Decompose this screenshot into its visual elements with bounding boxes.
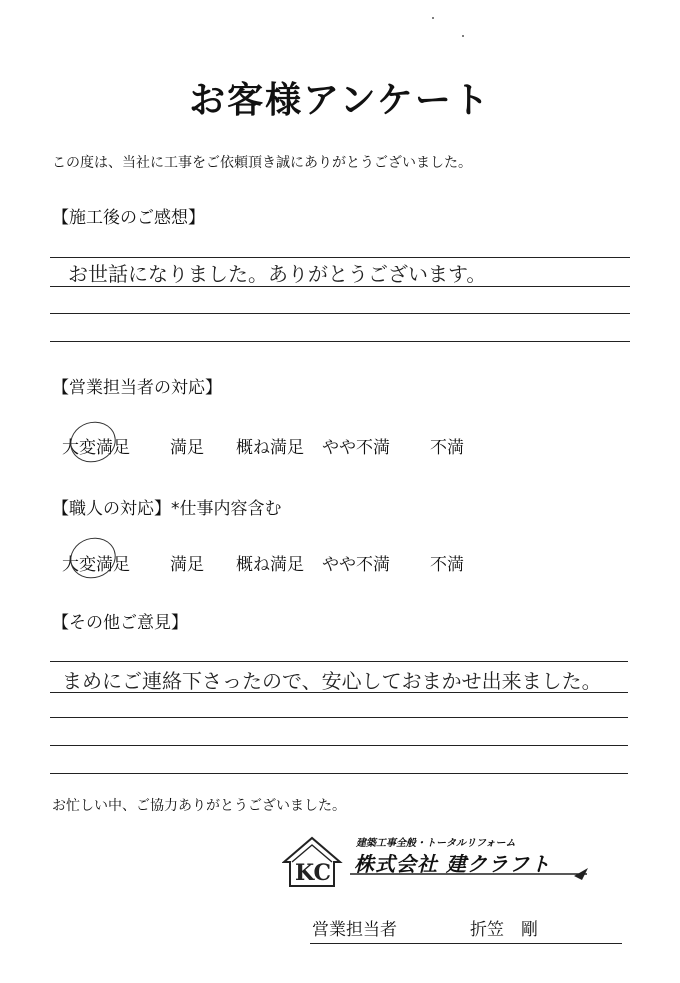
rating-option-very-satisfied[interactable]: 大変満足 bbox=[62, 438, 130, 458]
representative-underline bbox=[310, 943, 622, 944]
rating-option-mostly-satisfied[interactable]: 概ね満足 bbox=[236, 555, 304, 575]
selected-rating-circle bbox=[65, 416, 121, 468]
rating-option-very-satisfied[interactable]: 大変満足 bbox=[62, 555, 130, 575]
scan-speck bbox=[462, 35, 464, 37]
page-title: お客様アンケート bbox=[189, 80, 491, 121]
impressions-heading: 【施工後のご感想】 bbox=[52, 208, 205, 228]
answer-line bbox=[50, 661, 628, 662]
rating-option-dissatisfied[interactable]: 不満 bbox=[430, 438, 464, 458]
answer-line bbox=[50, 745, 628, 746]
rating-option-dissatisfied[interactable]: 不満 bbox=[430, 555, 464, 575]
craftsmen-heading: 【職人の対応】*仕事内容含む bbox=[52, 499, 282, 519]
representative-line bbox=[310, 915, 622, 945]
company-tagline: 建築工事全般・トータルリフォーム bbox=[356, 838, 516, 849]
other-comments-heading: 【その他ご意見】 bbox=[52, 613, 188, 633]
representative-name: 折笠 剛 bbox=[470, 920, 538, 940]
closing-text: お忙しい中、ご協力ありがとうございました。 bbox=[52, 798, 346, 814]
rating-option-somewhat-dissatisfied[interactable]: やや不満 bbox=[322, 438, 390, 458]
intro-text: この度は、当社に工事をご依頼頂き誠にありがとうございました。 bbox=[52, 155, 472, 171]
impressions-answer: お世話になりました。ありがとうございます。 bbox=[68, 262, 487, 286]
logo-letters: KC bbox=[295, 860, 332, 886]
rating-option-mostly-satisfied[interactable]: 概ね満足 bbox=[236, 438, 304, 458]
company-logo bbox=[282, 832, 592, 890]
other-comments-answer: まめにご連絡下さったので、安心しておまかせ出来ました。 bbox=[62, 669, 602, 693]
company-name: 株式会社 建クラフト bbox=[354, 852, 551, 876]
answer-line bbox=[50, 692, 628, 693]
answer-line bbox=[50, 717, 628, 718]
selected-rating-circle bbox=[65, 532, 121, 584]
answer-line bbox=[50, 773, 628, 774]
answer-line bbox=[50, 313, 630, 314]
representative-label: 営業担当者 bbox=[312, 920, 397, 940]
answer-line bbox=[50, 286, 630, 287]
scan-speck bbox=[432, 17, 434, 19]
rating-option-satisfied[interactable]: 満足 bbox=[170, 555, 204, 575]
rating-option-somewhat-dissatisfied[interactable]: やや不満 bbox=[322, 555, 390, 575]
answer-line bbox=[50, 341, 630, 342]
sales-staff-heading: 【営業担当者の対応】 bbox=[52, 378, 222, 398]
rating-option-satisfied[interactable]: 満足 bbox=[170, 438, 204, 458]
